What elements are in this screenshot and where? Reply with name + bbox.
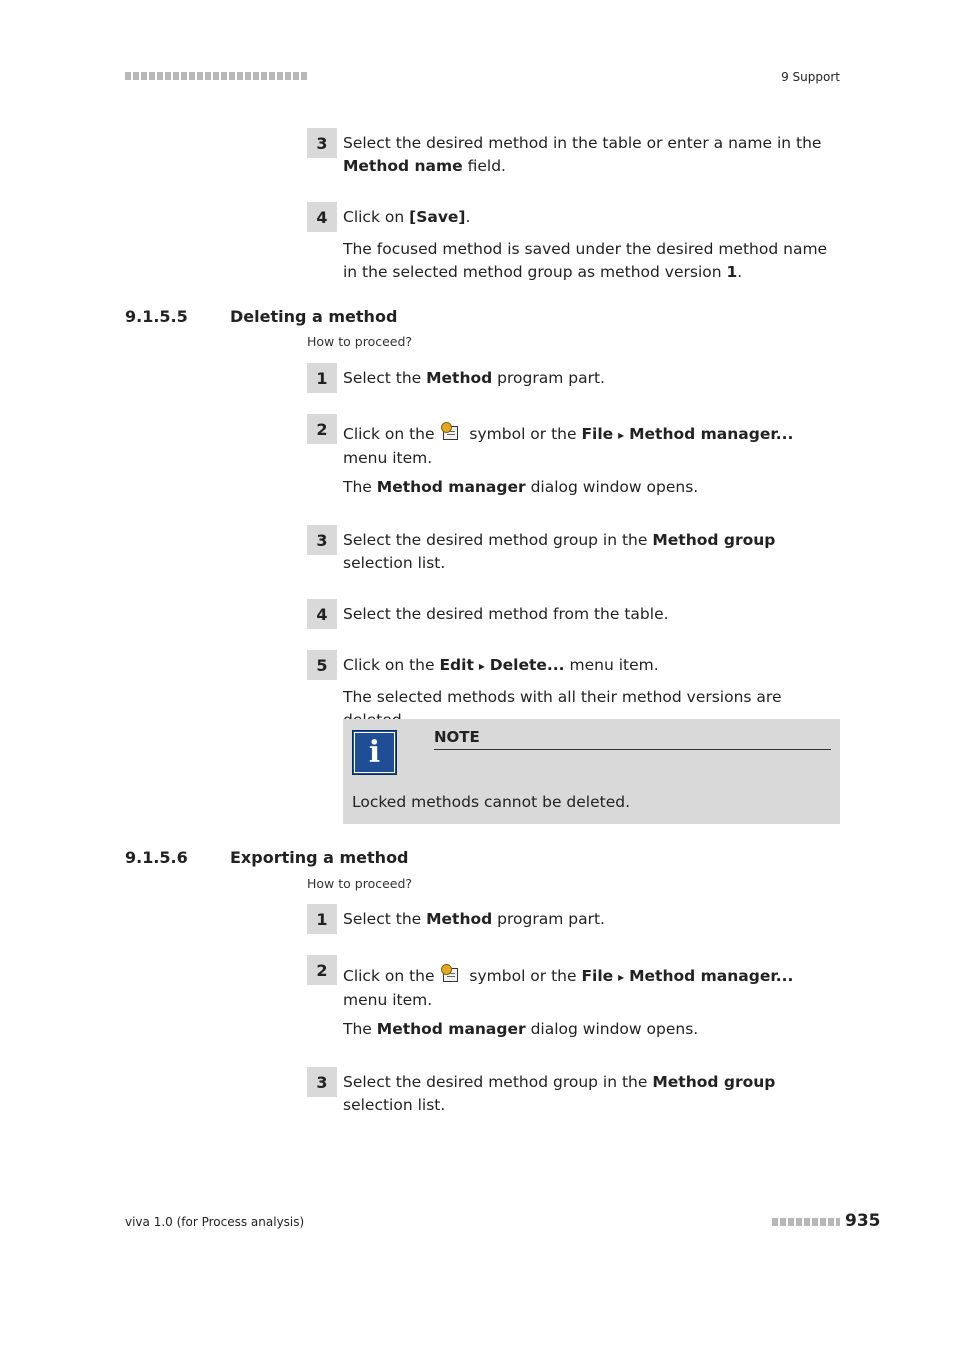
- section-number: 9.1.5.6: [125, 848, 188, 867]
- step-text: Click on the symbol or the File ▸ Method manager... menu item.: [343, 422, 838, 469]
- step-result: The focused method is saved under the desired method name in the selected method group as method version 1.: [343, 240, 828, 281]
- step-number: 2: [307, 955, 337, 985]
- step-text: Select the desired method group in the Method group selection list.: [343, 531, 776, 572]
- note-title: NOTE: [434, 728, 831, 750]
- note-box: [343, 719, 840, 824]
- step-number: 3: [307, 525, 337, 555]
- page-number: 935: [845, 1211, 881, 1231]
- step-number: 4: [307, 202, 337, 232]
- info-icon: i: [352, 730, 397, 775]
- step-result: The Method manager dialog window opens.: [343, 478, 699, 496]
- step-result: The Method manager dialog window opens.: [343, 1020, 699, 1038]
- header-decoration: [125, 72, 307, 80]
- footer-decoration: [772, 1218, 840, 1226]
- step-text: Select the Method program part.: [343, 910, 605, 928]
- step-number: 4: [307, 599, 337, 629]
- step-number: 3: [307, 1067, 337, 1097]
- step-text: Select the desired method group in the Method group selection list.: [343, 1073, 776, 1114]
- section-title: Exporting a method: [230, 848, 409, 867]
- section-title: Deleting a method: [230, 307, 398, 326]
- step-number: 1: [307, 363, 337, 393]
- footer-product: viva 1.0 (for Process analysis): [125, 1215, 305, 1229]
- step-number: 5: [307, 650, 337, 680]
- step-result: The selected methods with all their method versions are: [343, 688, 782, 706]
- step-number: 1: [307, 904, 337, 934]
- menu-arrow-icon: ▸: [478, 659, 485, 673]
- method-manager-icon: [441, 964, 461, 984]
- header-chapter: 9 Support: [781, 70, 840, 84]
- how-to-proceed: How to proceed?: [307, 876, 413, 891]
- method-manager-icon: [441, 422, 461, 442]
- step-text: Click on the Edit ▸ Delete... menu item.: [343, 656, 659, 674]
- step-number: 2: [307, 414, 337, 444]
- menu-arrow-icon: ▸: [618, 428, 625, 442]
- step-text: Click on the symbol or the File ▸ Method manager... menu item.: [343, 964, 838, 1011]
- section-number: 9.1.5.5: [125, 307, 188, 326]
- step-text: Select the desired method in the table or enter a name in the Method name field.: [343, 134, 822, 175]
- step-number: 3: [307, 128, 337, 158]
- step-text: Select the desired method from the table.: [343, 605, 669, 623]
- note-text: Locked methods cannot be deleted.: [352, 793, 631, 811]
- menu-arrow-icon: ▸: [618, 970, 625, 984]
- step-text: Select the Method program part.: [343, 369, 605, 387]
- step-text: Click on [Save].: [343, 208, 471, 226]
- how-to-proceed: How to proceed?: [307, 334, 413, 349]
